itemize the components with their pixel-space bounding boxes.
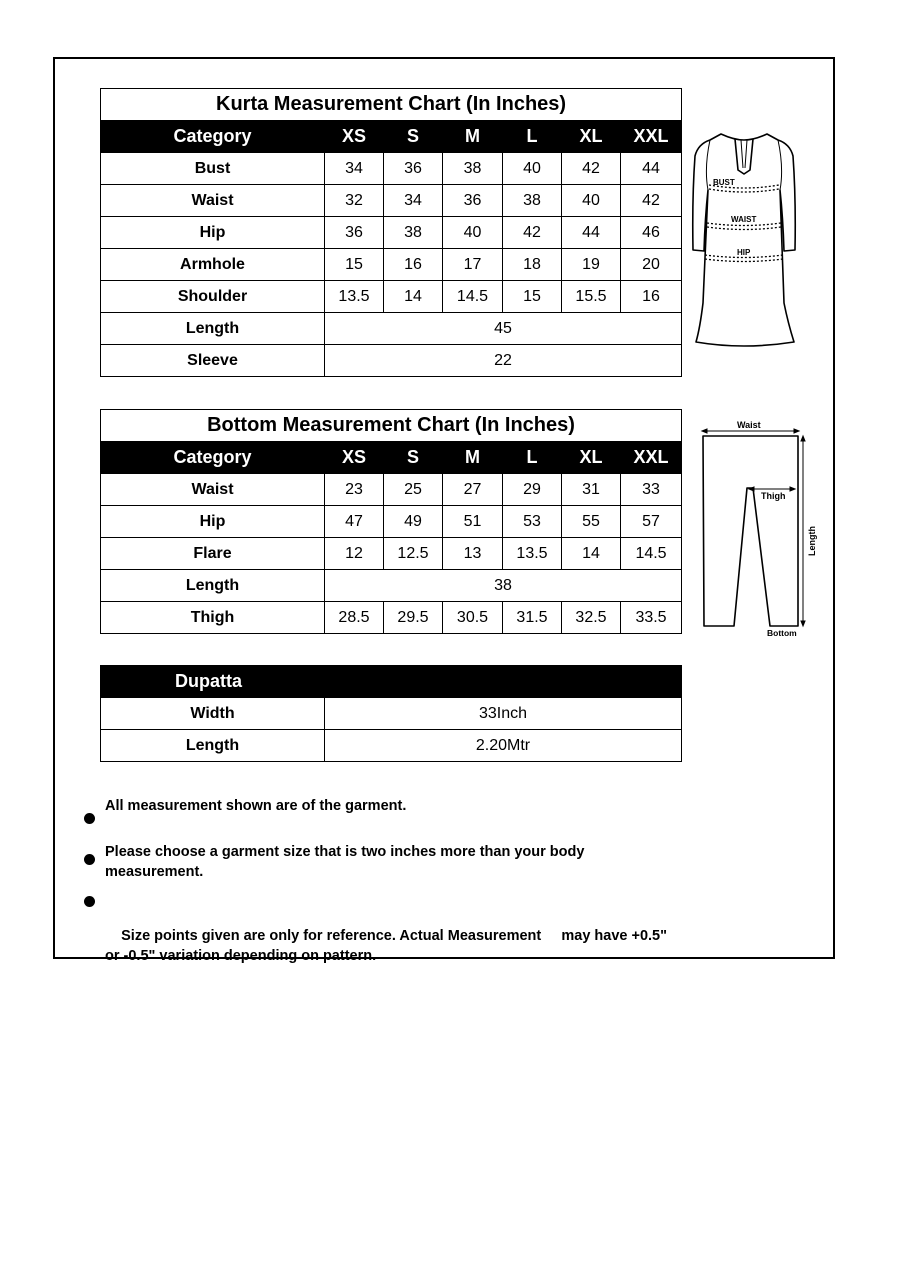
table-row [101, 153, 682, 185]
kurta-bust-label: BUST [713, 178, 735, 187]
cell: 57 [621, 506, 682, 538]
bottom-header-xs: XS [325, 442, 384, 474]
table-row [101, 602, 682, 634]
row-label: Length [101, 313, 325, 345]
bullet-icon [84, 813, 95, 824]
cell: 55 [562, 506, 621, 538]
note-text: Please choose a garment size that is two inches more than your body measurement. [105, 844, 585, 880]
table-row [101, 281, 682, 313]
cell: 27 [443, 474, 503, 506]
cell: 12.5 [384, 538, 443, 570]
kurta-measurement-table [100, 88, 682, 377]
cell: 47 [325, 506, 384, 538]
cell: 29.5 [384, 602, 443, 634]
cell: 15 [325, 249, 384, 281]
cell: 14 [384, 281, 443, 313]
cell: 30.5 [443, 602, 503, 634]
cell: 25 [384, 474, 443, 506]
bottom-waist-label: Waist [737, 420, 761, 430]
bottom-header-s: S [384, 442, 443, 474]
kurta-waist-label: WAIST [731, 215, 757, 224]
bottom-header-xxl: XXL [621, 442, 682, 474]
cell: 46 [621, 217, 682, 249]
row-label: Sleeve [101, 345, 325, 377]
table-row [101, 345, 682, 377]
cell: 32.5 [562, 602, 621, 634]
dupatta-title: Dupatta [101, 666, 682, 698]
row-label: Shoulder [101, 281, 325, 313]
cell: 13 [443, 538, 503, 570]
cell: 36 [384, 153, 443, 185]
note-text: All measurement shown are of the garment. [105, 798, 407, 814]
cell: 18 [503, 249, 562, 281]
kurta-header-xl: XL [562, 121, 621, 153]
list-item [84, 842, 684, 886]
cell: 17 [443, 249, 503, 281]
bottom-thigh-label: Thigh [761, 491, 786, 501]
note-text: Size points given are only for reference. Actual Measurement may have +0.5" or -0.5" variation depending on pattern. [105, 928, 672, 964]
cell: 38 [384, 217, 443, 249]
table-row [101, 249, 682, 281]
table-row [101, 185, 682, 217]
cell: 38 [503, 185, 562, 217]
cell: 42 [562, 153, 621, 185]
cell: 40 [443, 217, 503, 249]
cell: 51 [443, 506, 503, 538]
table-row [101, 217, 682, 249]
table-row [101, 313, 682, 345]
row-label: Waist [101, 474, 325, 506]
cell: 14 [562, 538, 621, 570]
cell: 33 [621, 474, 682, 506]
row-label: Flare [101, 538, 325, 570]
cell: 16 [621, 281, 682, 313]
bottom-header-category: Category [101, 442, 325, 474]
bottom-header-m: M [443, 442, 503, 474]
list-item [84, 796, 684, 842]
cell: 2.20Mtr [325, 730, 682, 762]
merged-cell: 45 [325, 313, 682, 345]
kurta-header-l: L [503, 121, 562, 153]
bottom-header-l: L [503, 442, 562, 474]
bottom-measurement-table [100, 409, 682, 634]
cell: 42 [621, 185, 682, 217]
list-item [84, 886, 684, 986]
cell: 53 [503, 506, 562, 538]
bottom-length-label: Length [807, 526, 817, 556]
table-row [101, 698, 682, 730]
kurta-header-s: S [384, 121, 443, 153]
cell: 28.5 [325, 602, 384, 634]
bottom-table-title: Bottom Measurement Chart (In Inches) [101, 410, 682, 442]
table-row [101, 570, 682, 602]
cell: 44 [621, 153, 682, 185]
cell: 23 [325, 474, 384, 506]
cell: 31.5 [503, 602, 562, 634]
cell: 34 [384, 185, 443, 217]
cell: 12 [325, 538, 384, 570]
row-label: Length [101, 570, 325, 602]
kurta-table-title: Kurta Measurement Chart (In Inches) [101, 89, 682, 121]
cell: 49 [384, 506, 443, 538]
cell: 13.5 [325, 281, 384, 313]
merged-cell: 22 [325, 345, 682, 377]
cell: 20 [621, 249, 682, 281]
table-row [101, 730, 682, 762]
bottom-bottom-label: Bottom [767, 628, 797, 638]
merged-cell: 38 [325, 570, 682, 602]
row-label: Hip [101, 217, 325, 249]
cell: 33Inch [325, 698, 682, 730]
kurta-illustration [688, 128, 798, 353]
cell: 14.5 [443, 281, 503, 313]
cell: 16 [384, 249, 443, 281]
kurta-header-xs: XS [325, 121, 384, 153]
row-label: Hip [101, 506, 325, 538]
cell: 40 [503, 153, 562, 185]
cell: 19 [562, 249, 621, 281]
row-label: Waist [101, 185, 325, 217]
cell: 14.5 [621, 538, 682, 570]
dupatta-table [100, 665, 682, 762]
cell: 33.5 [621, 602, 682, 634]
cell: 40 [562, 185, 621, 217]
cell: 29 [503, 474, 562, 506]
kurta-header-category: Category [101, 121, 325, 153]
cell: 44 [562, 217, 621, 249]
cell: 36 [325, 217, 384, 249]
bullet-icon [84, 896, 95, 907]
row-label: Bust [101, 153, 325, 185]
kurta-header-xxl: XXL [621, 121, 682, 153]
bottom-header-xl: XL [562, 442, 621, 474]
cell: 42 [503, 217, 562, 249]
kurta-header-m: M [443, 121, 503, 153]
bottom-illustration [695, 418, 825, 643]
bullet-icon [84, 854, 95, 865]
table-row [101, 538, 682, 570]
cell: 34 [325, 153, 384, 185]
row-label: Width [101, 698, 325, 730]
cell: 15 [503, 281, 562, 313]
cell: 31 [562, 474, 621, 506]
row-label: Thigh [101, 602, 325, 634]
kurta-hip-label: HIP [737, 248, 751, 257]
row-label: Armhole [101, 249, 325, 281]
table-row [101, 474, 682, 506]
row-label: Length [101, 730, 325, 762]
table-row [101, 506, 682, 538]
cell: 15.5 [562, 281, 621, 313]
cell: 32 [325, 185, 384, 217]
cell: 36 [443, 185, 503, 217]
notes-list [84, 796, 684, 986]
cell: 38 [443, 153, 503, 185]
cell: 13.5 [503, 538, 562, 570]
